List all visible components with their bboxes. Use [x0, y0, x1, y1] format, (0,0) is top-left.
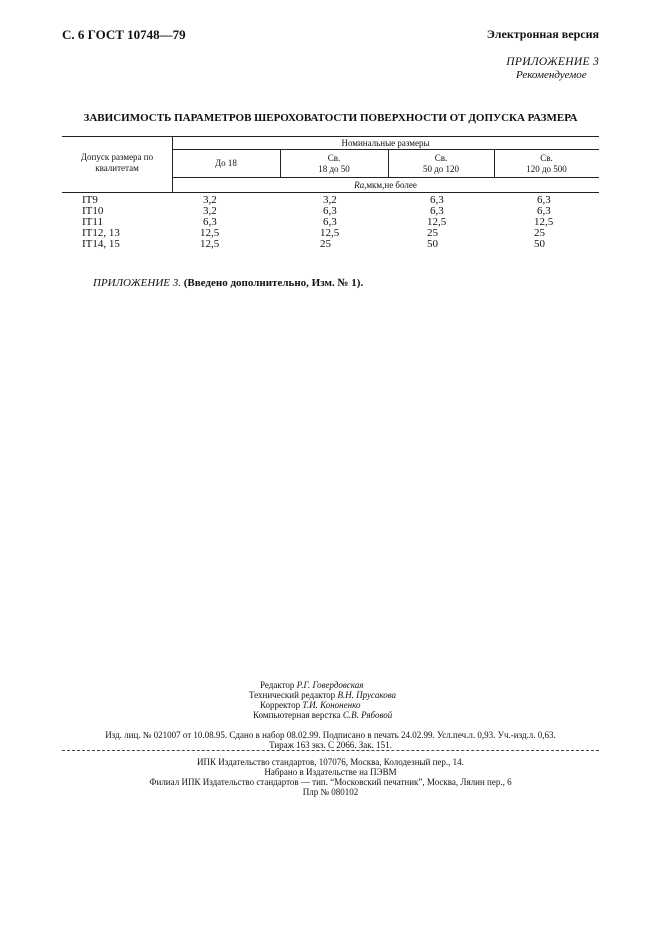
corrector-line [260, 700, 360, 711]
layout-name: С.В. Рябовой [342, 710, 393, 720]
column-header-3-line1: Св. [434, 153, 448, 163]
column-header-2-line2: 18 до 50 [318, 164, 350, 174]
cell-value: 25 [427, 227, 438, 239]
appendix-note [93, 277, 363, 289]
corrector-name: Т.И. Кононенко [302, 700, 361, 710]
row-label: IT14, 15 [82, 238, 120, 250]
editor-label: Редактор [260, 680, 295, 690]
layout-line [253, 710, 392, 721]
plr-line: Плр № 080102 [302, 787, 359, 797]
group-header-label: Номинальные размеры [341, 138, 430, 148]
tech-editor-line [249, 690, 396, 701]
layout-label: Компьютерная верстка [253, 710, 341, 720]
editor-line [260, 680, 363, 691]
unit-text: ,мкм,не более [364, 180, 417, 190]
cell-value: 6,3 [537, 194, 551, 206]
document-title: ЗАВИСИМОСТЬ ПАРАМЕТРОВ ШЕРОХОВАТОСТИ ПОВЕРХНОСТИ ОТ ДОПУСКА РАЗМЕРА [83, 112, 578, 124]
row-label: IT11 [82, 216, 103, 228]
cell-value: 12,5 [534, 216, 554, 228]
row-label: IT12, 13 [82, 227, 120, 239]
tech-editor-label: Технический редактор [249, 690, 336, 700]
cell-value: 50 [534, 238, 545, 250]
note-amendment: (Введено дополнительно, Изм. № 1). [183, 277, 364, 289]
cell-value: 12,5 [427, 216, 447, 228]
cell-value: 6,3 [430, 194, 444, 206]
roughness-table [62, 136, 599, 256]
branch-line: Филиал ИПК Издательство стандартов — тип. “Московский печатник”, Москва, Лялин пер., 6 [149, 777, 512, 787]
row-label: IT9 [82, 194, 98, 206]
group-header-rule [172, 149, 599, 150]
cell-value: 3,2 [203, 205, 217, 217]
page-header-right: Электронная версия [486, 27, 599, 41]
cell-value: 6,3 [203, 216, 217, 228]
cell-value: 25 [534, 227, 545, 239]
separator-rule [62, 750, 599, 751]
column-header-2-line1: Св. [327, 153, 341, 163]
note-appendix-ref: ПРИЛОЖЕНИЕ 3. [93, 277, 181, 289]
page-header-left: С. 6 ГОСТ 10748—79 [62, 27, 186, 42]
column-header-4-line2: 120 до 500 [526, 164, 567, 174]
appendix-status: Рекомендуемое [516, 69, 587, 81]
cell-value: 6,3 [537, 205, 551, 217]
cell-value: 3,2 [323, 194, 337, 206]
column-header-rule [172, 177, 599, 178]
tech-editor-name: В.Н. Прусакова [337, 690, 397, 700]
license-line: Изд. лиц. № 021007 от 10.08.95. Сдано в набор 08.02.99. Подписано в печать 24.02.99. Усл.печ.л. 0,93. Уч.-изд.л. 0,63. [105, 730, 556, 740]
row-header-label: Допуск размера по квалитетам [80, 152, 154, 173]
unit-row [172, 180, 599, 191]
cell-value: 6,3 [323, 216, 337, 228]
typeset-line: Набрано в Издательстве на ПЭВМ [264, 767, 397, 777]
column-header-1: До 18 [215, 158, 237, 168]
editor-name: Р.Г. Говердовская [296, 680, 364, 690]
row-label: IT10 [82, 205, 104, 217]
cell-value: 12,5 [200, 227, 220, 239]
column-header-4-line1: Св. [540, 153, 553, 163]
header-bottom-rule [62, 192, 599, 193]
corrector-label: Корректор [260, 700, 301, 710]
publisher-line: ИПК Издательство стандартов, 107076, Москва, Колодезный пер., 14. [197, 757, 464, 767]
cell-value: 25 [320, 238, 331, 250]
cell-value: 6,3 [430, 205, 444, 217]
table-top-rule [62, 136, 599, 137]
print-run-line: Тираж 163 экз. С 2066. Зак. 151. [269, 740, 392, 750]
appendix-label: ПРИЛОЖЕНИЕ 3 [506, 56, 599, 68]
unit-symbol: Ra [354, 180, 365, 190]
cell-value: 3,2 [203, 194, 217, 206]
cell-value: 6,3 [323, 205, 337, 217]
cell-value: 12,5 [200, 238, 220, 250]
cell-value: 12,5 [320, 227, 340, 239]
cell-value: 50 [427, 238, 438, 250]
column-header-3-line2: 50 до 120 [422, 164, 460, 174]
